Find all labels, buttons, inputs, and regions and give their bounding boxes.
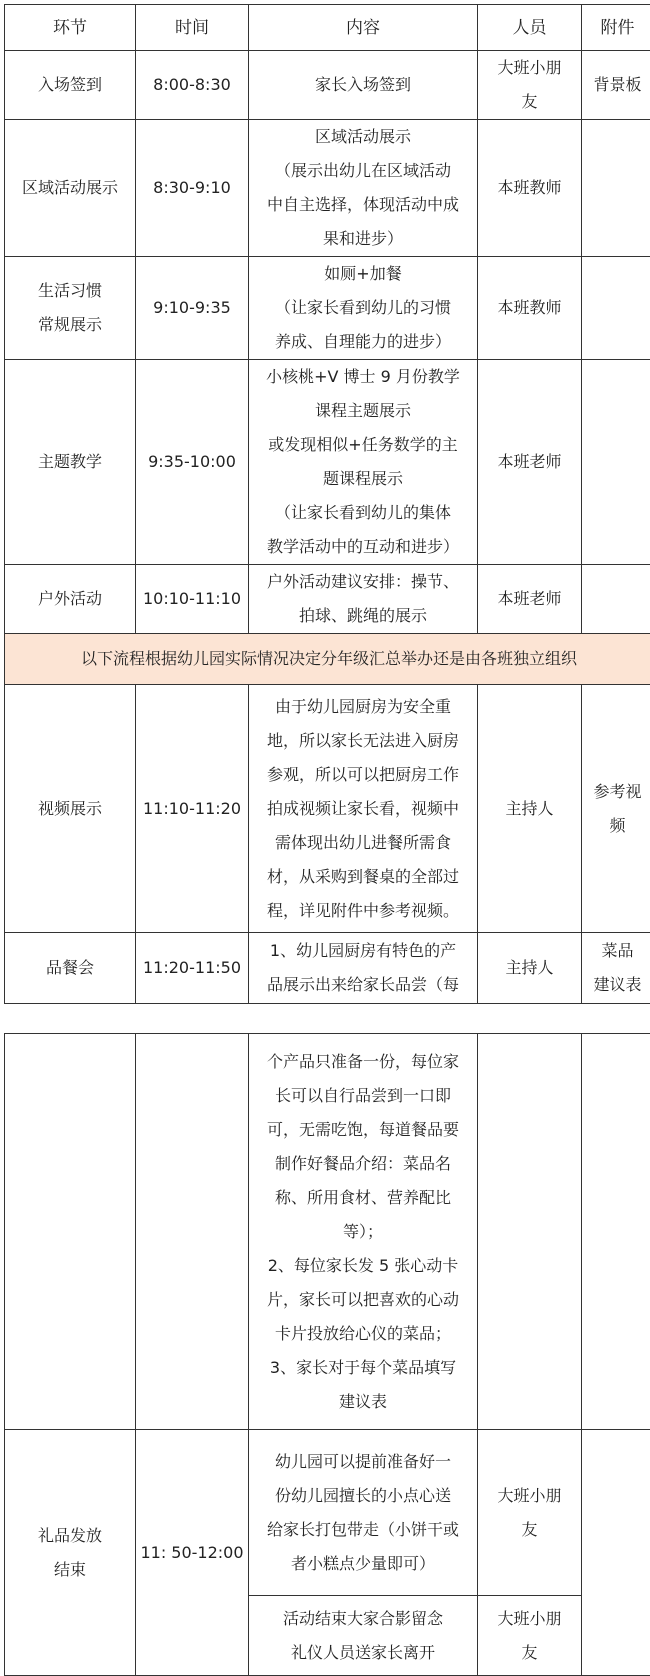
content-cell: 家长入场签到 xyxy=(249,51,478,120)
table-row xyxy=(5,51,650,120)
schedule-table-page2 xyxy=(4,1033,650,1676)
content-cell: 个产品只准备一份，每位家 长可以自行品尝到一口即 可，无需吃饱，每道餐品要 制作好餐品介绍：菜品名 称、所用食材、营养配比 等）； 2、每位家长发 5 张心动卡 片，家长可以把喜欢的心动 卡片投放给心仪的菜品； 3、家长对于每个菜品填写 建议表 xyxy=(249,1034,478,1430)
stage-cell: 主题教学 xyxy=(5,360,136,565)
staff-cell: 主持人 xyxy=(478,685,582,933)
header-staff: 人员 xyxy=(478,5,582,51)
staff-cell: 本班老师 xyxy=(478,565,582,634)
attachment-cell: 背景板 xyxy=(582,51,650,120)
schedule-table-page1 xyxy=(4,4,650,1004)
content-cell: 小核桃+V 博士 9 月份教学 课程主题展示 或发现相似+任务数学的主 题课程展示 （让家长看到幼儿的集体 教学活动中的互动和进步） xyxy=(249,360,478,565)
staff-cell: 主持人 xyxy=(478,933,582,1004)
table-row xyxy=(5,257,650,360)
attachment-cell-empty xyxy=(582,1034,650,1430)
header-time: 时间 xyxy=(136,5,249,51)
table-row xyxy=(5,685,650,933)
time-cell: 11:20-11:50 xyxy=(136,933,249,1004)
attachment-cell xyxy=(582,120,650,257)
table-row xyxy=(5,360,650,565)
attachment-cell xyxy=(582,257,650,360)
table-row xyxy=(5,1034,650,1430)
table-row xyxy=(5,933,650,1004)
time-cell: 9:10-9:35 xyxy=(136,257,249,360)
attachment-cell xyxy=(582,565,650,634)
header-attachment: 附件 xyxy=(582,5,650,51)
attachment-cell: 参考视 频 xyxy=(582,685,650,933)
stage-cell: 入场签到 xyxy=(5,51,136,120)
stage-cell: 品餐会 xyxy=(5,933,136,1004)
notice-row xyxy=(5,634,650,685)
staff-cell: 本班教师 xyxy=(478,120,582,257)
content-cell: 户外活动建议安排：操节、 拍球、跳绳的展示 xyxy=(249,565,478,634)
stage-cell: 区域活动展示 xyxy=(5,120,136,257)
attachment-cell-empty xyxy=(582,1430,650,1676)
time-cell: 11: 50-12:00 xyxy=(136,1430,249,1676)
stage-cell: 生活习惯 常规展示 xyxy=(5,257,136,360)
staff-cell: 大班小朋 友 xyxy=(478,51,582,120)
content-cell: 活动结束大家合影留念 礼仪人员送家长离开 xyxy=(249,1596,478,1676)
time-cell-empty xyxy=(136,1034,249,1430)
header-content: 内容 xyxy=(249,5,478,51)
table-row xyxy=(5,565,650,634)
time-cell: 9:35-10:00 xyxy=(136,360,249,565)
header-stage: 环节 xyxy=(5,5,136,51)
notice-banner: 以下流程根据幼儿园实际情况决定分年级汇总举办还是由各班独立组织 xyxy=(5,634,650,685)
table-row xyxy=(5,1430,650,1596)
attachment-cell: 菜品 建议表 xyxy=(582,933,650,1004)
stage-cell: 礼品发放 结束 xyxy=(5,1430,136,1676)
stage-cell-empty xyxy=(5,1034,136,1430)
staff-cell: 本班老师 xyxy=(478,360,582,565)
stage-cell: 视频展示 xyxy=(5,685,136,933)
time-cell: 8:00-8:30 xyxy=(136,51,249,120)
staff-cell: 本班教师 xyxy=(478,257,582,360)
content-cell: 如厕+加餐 （让家长看到幼儿的习惯 养成、自理能力的进步） xyxy=(249,257,478,360)
header-row xyxy=(5,5,650,51)
content-cell: 区域活动展示 （展示出幼儿在区域活动 中自主选择，体现活动中成 果和进步） xyxy=(249,120,478,257)
stage-cell: 户外活动 xyxy=(5,565,136,634)
staff-cell: 大班小朋 友 xyxy=(478,1596,582,1676)
table-row xyxy=(5,120,650,257)
content-cell: 由于幼儿园厨房为安全重 地，所以家长无法进入厨房 参观，所以可以把厨房工作 拍成视频让家长看，视频中 需体现出幼儿进餐所需食 材，从采购到餐桌的全部过 程，详见附件中参考视频。 xyxy=(249,685,478,933)
staff-cell: 大班小朋 友 xyxy=(478,1430,582,1596)
content-cell: 幼儿园可以提前准备好一 份幼儿园擅长的小点心送 给家长打包带走（小饼干或 者小糕点少量即可） xyxy=(249,1430,478,1596)
attachment-cell xyxy=(582,360,650,565)
staff-cell-empty xyxy=(478,1034,582,1430)
content-cell: 1、幼儿园厨房有特色的产 品展示出来给家长品尝（每 xyxy=(249,933,478,1004)
time-cell: 10:10-11:10 xyxy=(136,565,249,634)
time-cell: 8:30-9:10 xyxy=(136,120,249,257)
time-cell: 11:10-11:20 xyxy=(136,685,249,933)
